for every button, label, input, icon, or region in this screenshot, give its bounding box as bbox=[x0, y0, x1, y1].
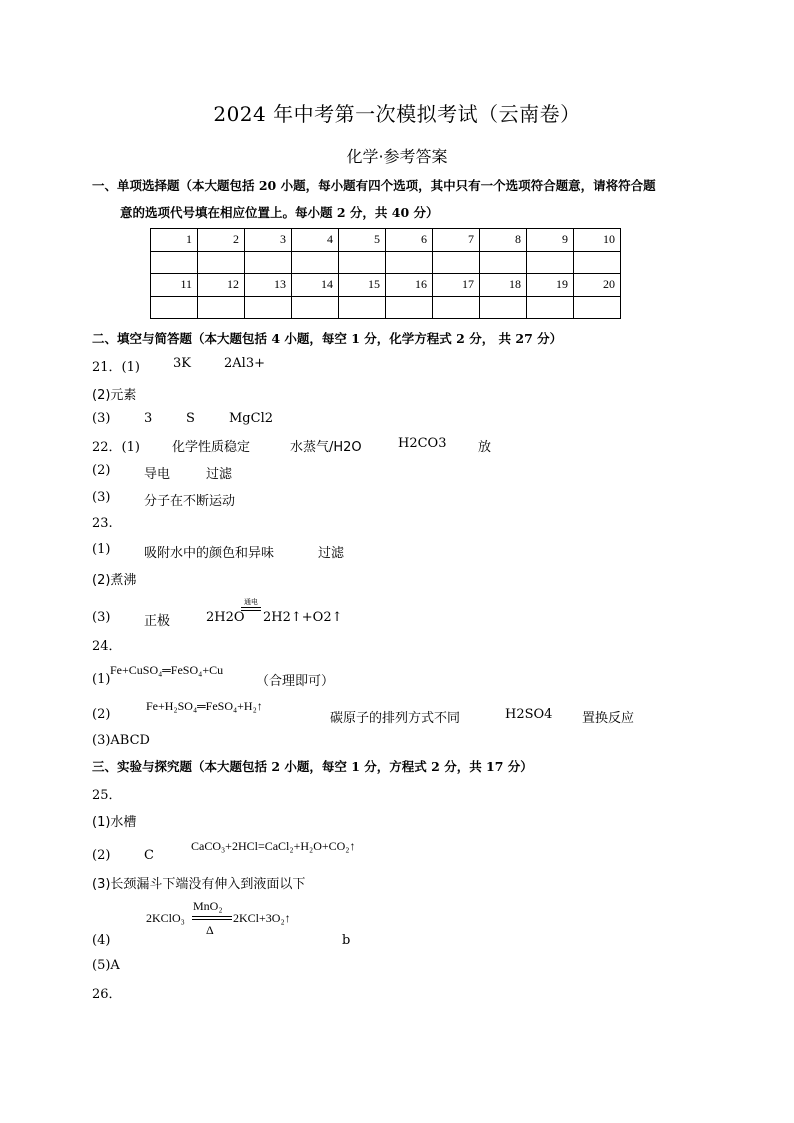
section3-heading: 三、实验与探究题（本大题包括 2 小题，每空 1 分，方程式 2 分，共 17 分） bbox=[92, 759, 533, 774]
q21-part2: (2)元素 bbox=[92, 388, 137, 403]
q25-part2-label: (2) bbox=[92, 848, 111, 863]
q25-part4-answer-b: b bbox=[342, 933, 351, 948]
section1-heading-line2: 意的选项代号填在相应位置上。每小题 2 分，共 40 分） bbox=[120, 205, 439, 220]
answer-number-cell: 1 bbox=[151, 229, 198, 252]
section2-heading: 二、填空与简答题（本大题包括 4 小题，每空 1 分，化学方程式 2 分， 共 27 分） bbox=[92, 331, 563, 346]
q24-part2-answer-a: 碳原子的排列方式不同 bbox=[330, 711, 461, 726]
q23-equation-arrow-line bbox=[241, 607, 261, 608]
q23-equation-arrow-line-2 bbox=[241, 610, 261, 611]
q25-part1: (1)水槽 bbox=[92, 815, 137, 830]
q24-part1-note: （合理即可） bbox=[256, 674, 335, 689]
answer-number-cell: 10 bbox=[574, 229, 621, 252]
answer-cell bbox=[339, 251, 386, 274]
answer-number-cell: 13 bbox=[245, 274, 292, 297]
q22-part1-answer-b: 水蒸气/H2O bbox=[290, 440, 362, 455]
q23-part1-answer-b: 过滤 bbox=[318, 546, 345, 561]
answer-cell bbox=[574, 251, 621, 274]
q22-part2-label: (2) bbox=[92, 463, 111, 478]
q23-part1-label: (1) bbox=[92, 542, 111, 557]
q21-part3-answer-b: S bbox=[186, 411, 195, 426]
answer-number-cell: 17 bbox=[433, 274, 480, 297]
q25-part4-equation-line-2 bbox=[192, 919, 232, 920]
answer-number-cell: 5 bbox=[339, 229, 386, 252]
answer-table bbox=[150, 228, 621, 319]
q24-part2-label: (2) bbox=[92, 707, 111, 722]
answer-number-cell: 7 bbox=[433, 229, 480, 252]
answer-cell bbox=[433, 251, 480, 274]
answer-cell bbox=[198, 296, 245, 319]
q22-part2-answer-b: 过滤 bbox=[206, 467, 233, 482]
q22-part3-answer-a: 分子在不断运动 bbox=[144, 494, 236, 509]
answer-number-cell: 6 bbox=[386, 229, 433, 252]
answer-cell bbox=[151, 251, 198, 274]
page-title: 2024 年中考第一次模拟考试（云南卷） bbox=[213, 102, 581, 126]
q23-part1-answer-a: 吸附水中的颜色和异味 bbox=[144, 546, 275, 561]
q23-equation-condition: 通电 bbox=[244, 598, 258, 606]
q21-part3-answer-a: 3 bbox=[144, 411, 153, 426]
section1-heading-line1: 一、单项选择题（本大题包括 20 小题，每小题有四个选项，其中只有一个选项符合题意，请将符合题 bbox=[92, 178, 656, 193]
q23-equation-left: 2H2O bbox=[206, 610, 245, 625]
page-subtitle: 化学·参考答案 bbox=[346, 147, 448, 166]
answer-cell bbox=[527, 251, 574, 274]
q23-part3-label: (3) bbox=[92, 610, 111, 625]
q22-part1-answer-a: 化学性质稳定 bbox=[172, 440, 251, 455]
q24-part2-answer-b: H2SO4 bbox=[505, 707, 553, 722]
q25-part4-equation-left: 2KClO₃ bbox=[146, 911, 185, 925]
q25-part4-equation-line bbox=[192, 916, 232, 917]
answer-cell bbox=[574, 296, 621, 319]
q25-part2-equation: CaCO₃+2HCl=CaCl₂+H₂O+CO₂↑ bbox=[191, 839, 356, 853]
q21-part3-label: (3) bbox=[92, 411, 111, 426]
q21-part3-answer-c: MgCl2 bbox=[229, 411, 274, 426]
q22-part2-answer-a: 导电 bbox=[144, 467, 171, 482]
answer-cell bbox=[292, 296, 339, 319]
q25-part3: (3)长颈漏斗下端没有伸入到液面以下 bbox=[92, 877, 306, 892]
answer-cell bbox=[480, 251, 527, 274]
answer-cell bbox=[527, 296, 574, 319]
answer-cell bbox=[386, 251, 433, 274]
answer-cell bbox=[480, 296, 527, 319]
q22-part1-answer-d: 放 bbox=[478, 440, 492, 455]
answer-cell bbox=[245, 296, 292, 319]
q22-part1-label: 22．(1) bbox=[92, 440, 140, 455]
answer-table-row-answers-2 bbox=[151, 296, 621, 319]
q22-part3-label: (3) bbox=[92, 490, 111, 505]
q22-part1-answer-c: H2CO3 bbox=[398, 436, 447, 451]
answer-table-row-answers-1 bbox=[151, 251, 621, 274]
answer-cell bbox=[386, 296, 433, 319]
q26-label: 26． bbox=[92, 987, 122, 1002]
answer-number-cell: 20 bbox=[574, 274, 621, 297]
answer-cell bbox=[433, 296, 480, 319]
q25-part4-label: (4) bbox=[92, 933, 111, 948]
answer-number-cell: 11 bbox=[151, 274, 198, 297]
answer-number-cell: 18 bbox=[480, 274, 527, 297]
q25-part4-equation-catalyst: MnO₂ bbox=[193, 899, 223, 913]
answer-number-cell: 3 bbox=[245, 229, 292, 252]
answer-cell bbox=[198, 251, 245, 274]
answer-number-cell: 9 bbox=[527, 229, 574, 252]
answer-number-cell: 8 bbox=[480, 229, 527, 252]
answer-number-cell: 12 bbox=[198, 274, 245, 297]
answer-number-cell: 16 bbox=[386, 274, 433, 297]
q25-part2-answer-a: C bbox=[144, 848, 154, 863]
q23-part3-answer-a: 正极 bbox=[144, 614, 171, 629]
q25-label: 25． bbox=[92, 788, 122, 803]
q24-part1-equation: Fe+CuSO₄═FeSO₄+Cu bbox=[110, 663, 224, 677]
q23-part2: (2)煮沸 bbox=[92, 573, 137, 588]
q24-part3: (3)ABCD bbox=[92, 733, 150, 748]
answer-number-cell: 19 bbox=[527, 274, 574, 297]
q24-label: 24． bbox=[92, 639, 122, 654]
q25-part5: (5)A bbox=[92, 958, 120, 973]
answer-number-cell: 14 bbox=[292, 274, 339, 297]
answer-cell bbox=[151, 296, 198, 319]
answer-number-cell: 4 bbox=[292, 229, 339, 252]
q23-label: 23. bbox=[92, 516, 113, 531]
q24-part2-equation: Fe+H₂SO₄═FeSO₄+H₂↑ bbox=[146, 699, 263, 713]
q21-part1-answer-b: 2Al3+ bbox=[224, 356, 265, 371]
q24-part1-label: (1) bbox=[92, 672, 111, 687]
q21-part1-answer-a: 3K bbox=[173, 356, 191, 371]
q21-part1-label: 21．(1) bbox=[92, 360, 140, 375]
answer-cell bbox=[292, 251, 339, 274]
q24-part2-answer-c: 置换反应 bbox=[582, 711, 635, 726]
q25-part4-equation-heat: Δ bbox=[206, 923, 214, 937]
q25-part4-equation-right: 2KCl+3O₂↑ bbox=[233, 911, 291, 925]
answer-table-row-numbers-2 bbox=[151, 274, 621, 297]
answer-number-cell: 15 bbox=[339, 274, 386, 297]
answer-number-cell: 2 bbox=[198, 229, 245, 252]
answer-table-row-numbers-1 bbox=[151, 229, 621, 252]
q23-equation-right: 2H2↑+O2↑ bbox=[263, 610, 343, 625]
answer-cell bbox=[339, 296, 386, 319]
answer-cell bbox=[245, 251, 292, 274]
